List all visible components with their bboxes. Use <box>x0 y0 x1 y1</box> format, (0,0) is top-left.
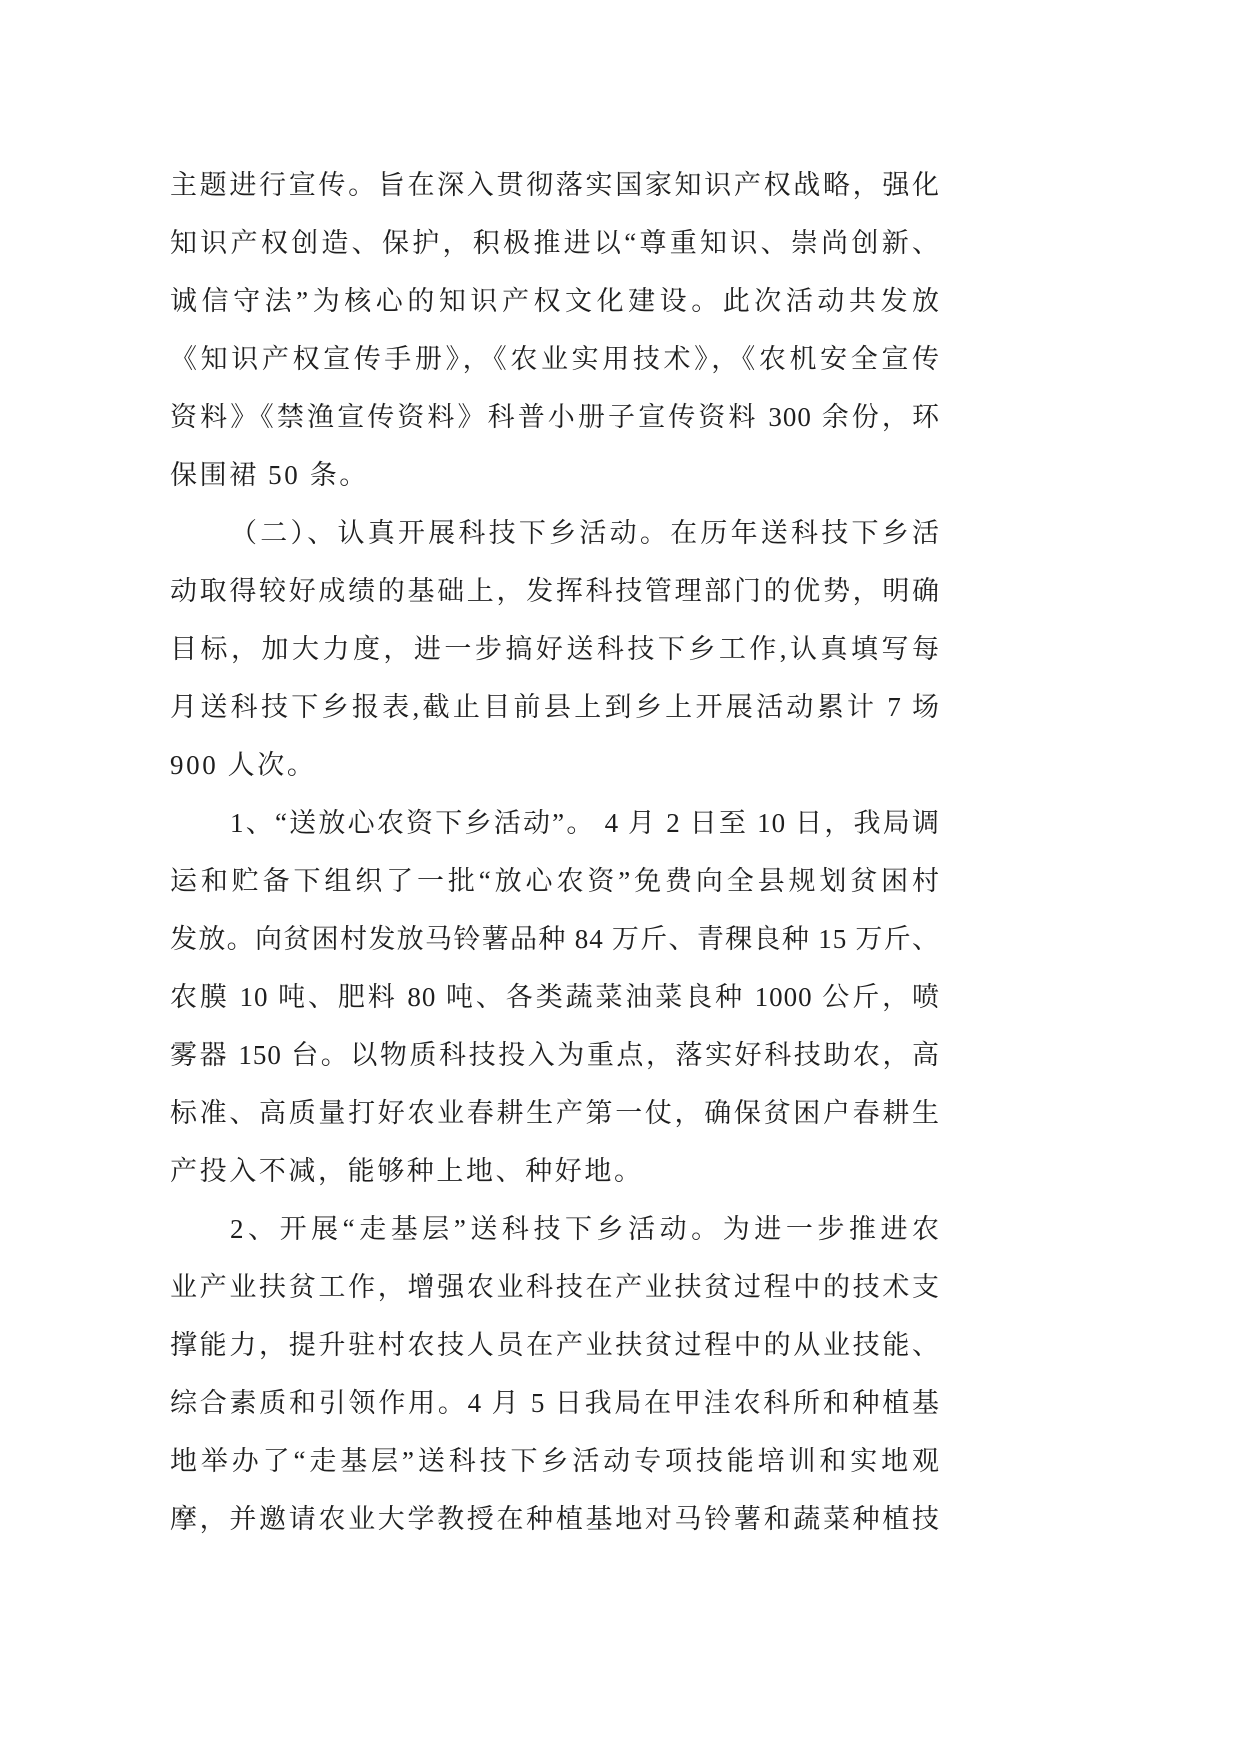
text-line: 标准、高质量打好农业春耕生产第一仗，确保贫困户春耕生 <box>170 1098 940 1128</box>
text-line: 诚信守法”为核心的知识产权文化建设。此次活动共发放 <box>170 286 940 316</box>
text-line: 900 人次。 <box>170 750 317 780</box>
text-line: 资料》《禁渔宣传资料》科普小册子宣传资料 300 余份，环 <box>170 402 940 432</box>
text-line: （二）、认真开展科技下乡活动。在历年送科技下乡活 <box>230 518 940 548</box>
text-line: 运和贮备下组织了一批“放心农资”免费向全县规划贫困村 <box>170 866 940 896</box>
text-line: 动取得较好成绩的基础上，发挥科技管理部门的优势，明确 <box>170 576 940 606</box>
text-line: 知识产权创造、保护，积极推进以“尊重知识、崇尚创新、 <box>170 228 940 258</box>
text-line: 月送科技下乡报表,截止目前县上到乡上开展活动累计 7 场 <box>170 692 940 722</box>
paragraph <box>170 794 940 1200</box>
text-line: 发放。向贫困村发放马铃薯品种 84 万斤、青稞良种 15 万斤、 <box>170 924 940 954</box>
paragraph <box>170 1200 940 1548</box>
body-text <box>170 156 940 1548</box>
text-line: 业产业扶贫工作，增强农业科技在产业扶贫过程中的技术支 <box>170 1272 940 1302</box>
text-line: 地举办了“走基层”送科技下乡活动专项技能培训和实地观 <box>170 1446 940 1476</box>
text-line: 综合素质和引领作用。4 月 5 日我局在甲洼农科所和种植基 <box>170 1388 940 1418</box>
paragraph <box>170 156 940 504</box>
text-line: 主题进行宣传。旨在深入贯彻落实国家知识产权战略，强化 <box>170 170 940 200</box>
text-line: 1、“送放心农资下乡活动”。 4 月 2 日至 10 日，我局调 <box>230 808 940 838</box>
text-line: 2、开展“走基层”送科技下乡活动。为进一步推进农 <box>230 1214 940 1244</box>
text-line: 摩，并邀请农业大学教授在种植基地对马铃薯和蔬菜种植技 <box>170 1504 940 1534</box>
text-line: 目标，加大力度，进一步搞好送科技下乡工作,认真填写每 <box>170 634 940 664</box>
text-line: 农膜 10 吨、肥料 80 吨、各类蔬菜油菜良种 1000 公斤，喷 <box>170 982 940 1012</box>
text-line: 雾器 150 台。以物质科技投入为重点，落实好科技助农，高 <box>170 1040 940 1070</box>
text-line: 《知识产权宣传手册》，《农业实用技术》，《农机安全宣传 <box>170 344 940 374</box>
paragraph <box>170 504 940 794</box>
text-line: 撑能力，提升驻村农技人员在产业扶贫过程中的从业技能、 <box>170 1330 940 1360</box>
text-line: 保围裙 50 条。 <box>170 460 369 490</box>
text-line: 产投入不减，能够种上地、种好地。 <box>170 1156 644 1186</box>
